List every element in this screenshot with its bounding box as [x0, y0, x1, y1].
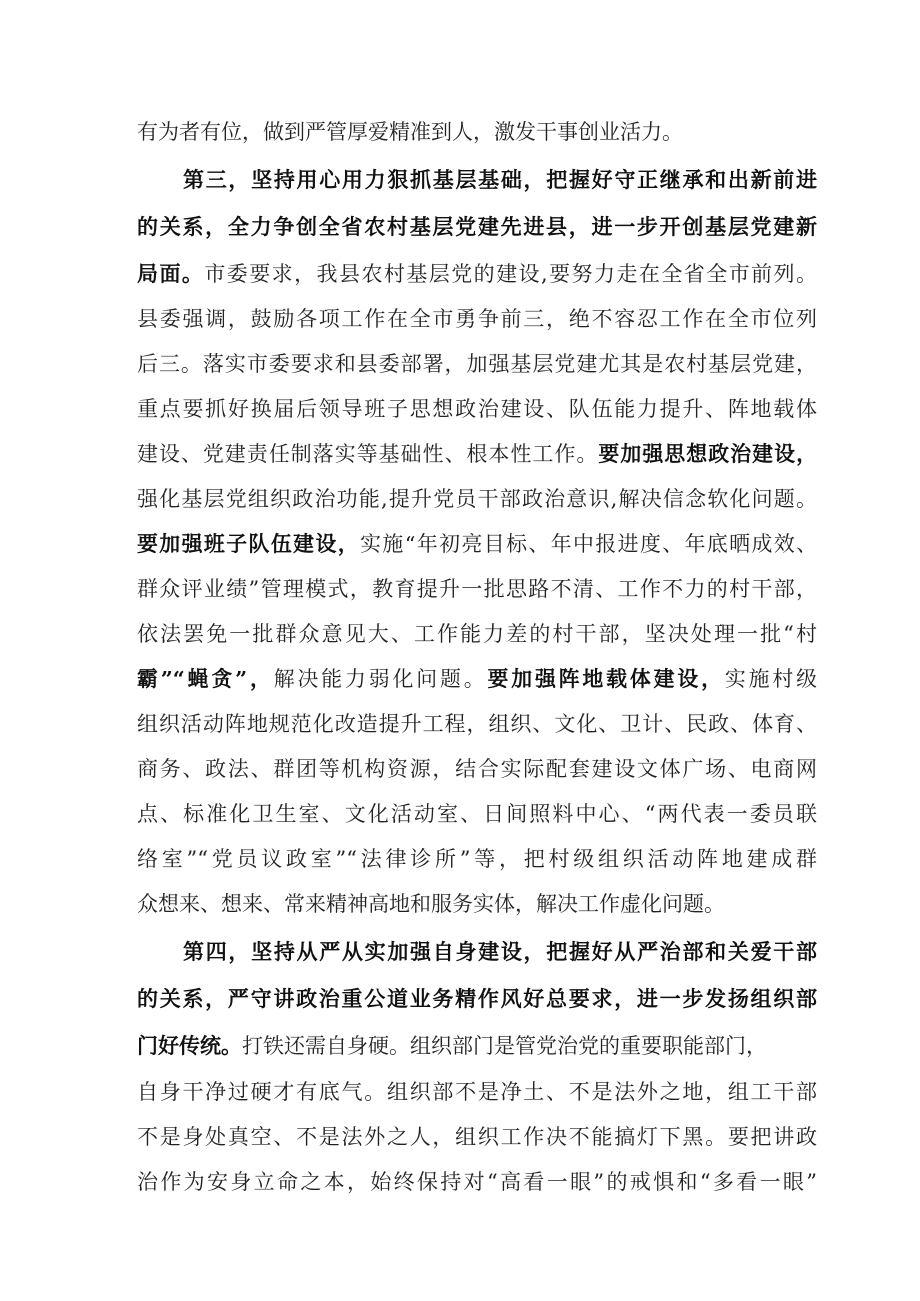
text-run: 实施村级 — [724, 667, 818, 691]
text-line — [137, 842, 817, 876]
bold-text-run: 门好传统。 — [137, 1033, 242, 1058]
text-line — [137, 617, 817, 651]
text-line — [137, 302, 817, 336]
text-line — [137, 1165, 817, 1199]
section-heading-line — [183, 163, 817, 197]
text-run: 自身干净过硬才有底气。组织部不是净土、不是法外之地，组工干部 — [137, 1080, 817, 1104]
text-line — [137, 572, 817, 606]
text-run: 县委强调，鼓励各项工作在全市勇争前三，绝不容忍工作在全市位列 — [137, 307, 817, 331]
bold-text-run: 局面。 — [137, 261, 205, 286]
text-run: 群众评业绩”管理模式，教育提升一批思路不清、工作不力的村干部， — [137, 577, 817, 601]
text-line — [137, 1029, 817, 1063]
bold-text-run: 第四，坚持从严从实加强自身建设，把握好从严治部和关爱干部 — [183, 939, 817, 964]
text-run: 络室”“党员议政室”“法律诊所”等，把村级组织活动阵地建成群 — [137, 847, 817, 871]
text-run: 实施“年初亮目标、年中报进度、年底晒成效、 — [360, 532, 817, 556]
text-line — [137, 527, 817, 561]
text-run: 组织活动阵地规范化改造提升工程，组织、文化、卫计、民政、体育、 — [137, 712, 817, 736]
bold-text-run: 第三，坚持用心用力狠抓基层基础，把握好守正继承和出新前进 — [183, 167, 817, 192]
text-run: 强化基层党组织政治功能,提升党员干部政治意识,解决信念软化问题。 — [137, 487, 817, 511]
text-line — [137, 707, 817, 741]
text-run: 众想来、想来、常来精神高地和服务实体，解决工作虚化问题。 — [137, 892, 725, 916]
section-heading-line — [137, 210, 817, 244]
text-line — [137, 797, 817, 831]
text-run: 商务、政法、群团等机构资源，结合实际配套建设文体广场、电商网 — [137, 757, 817, 781]
text-line — [137, 1075, 817, 1109]
bold-text-run: 霸”“蝇贪”， — [137, 666, 274, 691]
text-line — [137, 392, 817, 426]
text-run: 治作为安身立命之本，始终保持对“高看一眼”的戒惧和“多看一眼” — [137, 1170, 817, 1194]
text-line — [137, 347, 817, 381]
section-heading-line — [183, 935, 817, 969]
text-line — [137, 1120, 817, 1154]
bold-text-run: 要加强阵地载体建设， — [487, 666, 725, 691]
bold-text-run: 要加强班子队伍建设， — [137, 531, 361, 556]
text-run: 后三。落实市委要求和县委部署，加强基层党建尤其是农村基层党建， — [137, 352, 817, 376]
text-run: 解决能力弱化问题。 — [273, 667, 488, 691]
text-run: 依法罢免一批群众意见大、工作能力差的村干部，坚决处理一批“村 — [137, 622, 817, 646]
bold-text-run: 要加强思想政治建设， — [598, 441, 818, 466]
text-run: 市委要求，我县农村基层党的建设,要努力走在全省全市前列。 — [204, 262, 817, 286]
section-heading-line — [137, 982, 817, 1016]
bold-text-run: 的关系，全力争创全省农村基层党建先进县，进一步开创基层党建新 — [137, 214, 817, 239]
text-line — [137, 437, 817, 471]
text-line — [137, 482, 817, 516]
text-run: 建设、党建责任制落实等基础性、根本性工作。 — [137, 442, 599, 466]
text-line — [137, 115, 817, 149]
text-line — [137, 257, 817, 291]
text-run: 有为者有位，做到严管厚爱精准到人，激发干事创业活力。 — [137, 120, 683, 144]
text-line — [137, 752, 817, 786]
text-run: 不是身处真空、不是法外之人，组织工作决不能搞灯下黑。要把讲政 — [137, 1125, 817, 1149]
text-run: 点、标准化卫生室、文化活动室、日间照料中心、“两代表一委员联 — [137, 802, 817, 826]
text-run: 打铁还需自身硬。组织部门是管党治党的重要职能部门， — [242, 1034, 767, 1058]
text-line — [137, 662, 817, 696]
text-line — [137, 887, 817, 921]
bold-text-run: 的关系，严守讲政治重公道业务精作风好总要求，进一步发扬组织部 — [137, 986, 817, 1011]
text-run: 重点要抓好换届后领导班子思想政治建设、队伍能力提升、阵地载体 — [137, 397, 817, 421]
